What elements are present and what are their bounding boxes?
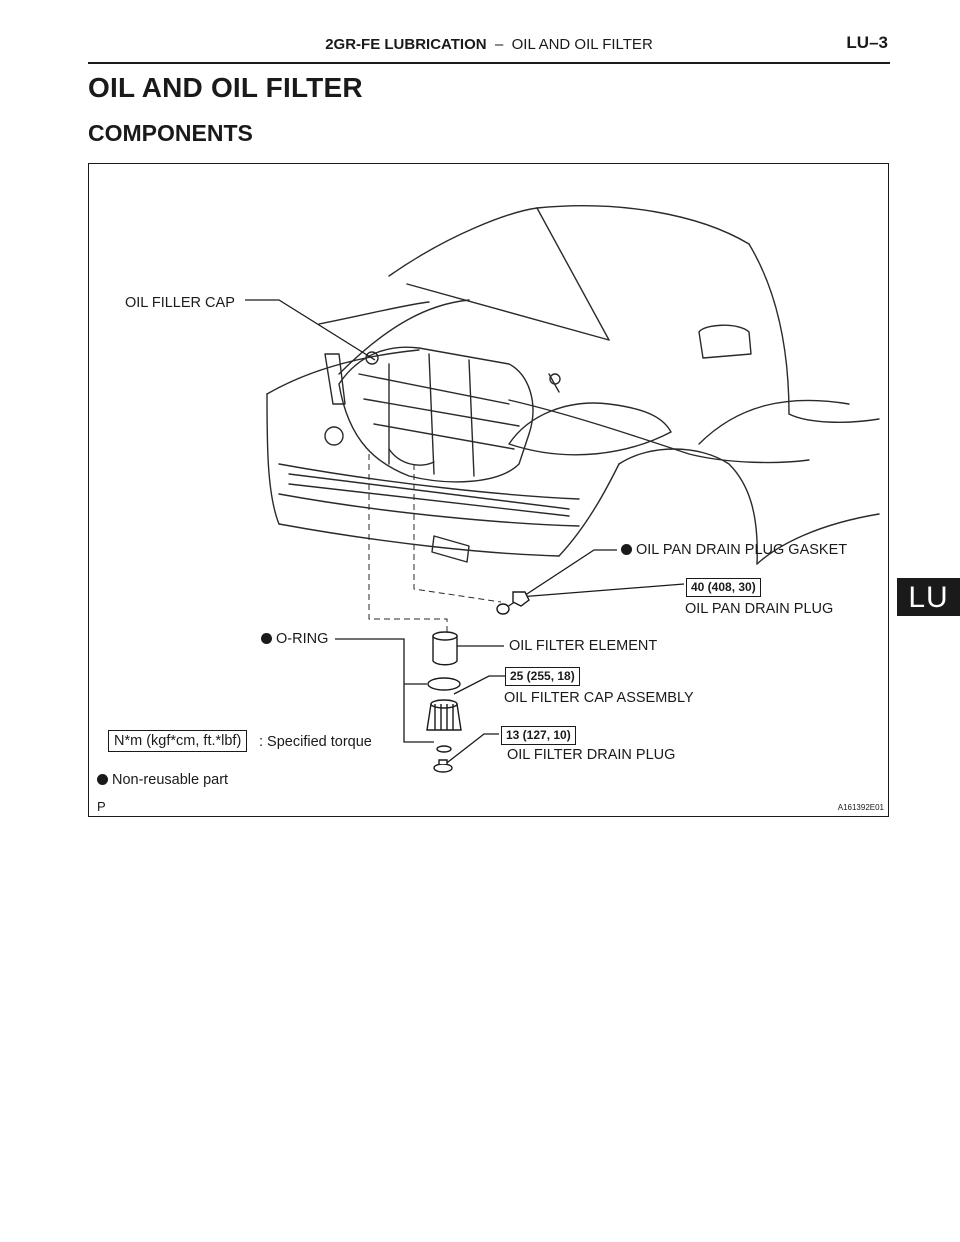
windshield-bottom bbox=[407, 284, 609, 340]
section-title: COMPONENTS bbox=[88, 120, 253, 146]
label-drain-plug: OIL PAN DRAIN PLUG bbox=[685, 601, 834, 617]
non-reusable-icon bbox=[621, 544, 632, 555]
non-reusable-icon bbox=[97, 774, 108, 785]
front-corner bbox=[267, 394, 279, 524]
leader-o-ring bbox=[335, 639, 434, 742]
grille-top bbox=[279, 464, 579, 499]
hood-edge bbox=[319, 302, 429, 324]
drain-plug-part bbox=[513, 592, 529, 606]
label-o-ring bbox=[261, 631, 328, 647]
label-filter-cap-assembly: OIL FILTER CAP ASSEMBLY bbox=[504, 690, 694, 706]
page-title: OIL AND OIL FILTER bbox=[88, 72, 363, 103]
page-number: LU–3 bbox=[846, 33, 888, 52]
header-separator: – bbox=[494, 36, 504, 53]
grille-mid bbox=[279, 494, 579, 526]
drain-gasket-part bbox=[497, 604, 509, 614]
figure-id: A161392E01 bbox=[837, 803, 884, 812]
rear-pillar bbox=[749, 244, 789, 414]
vehicle-illustration bbox=[89, 164, 890, 818]
engine-block bbox=[339, 347, 533, 482]
section-tab: LU bbox=[897, 578, 960, 616]
leader-filler-cap bbox=[245, 300, 375, 360]
a-pillar bbox=[537, 208, 609, 340]
legend-non-reusable-text: Non-reusable part bbox=[112, 772, 229, 788]
roof-line bbox=[537, 206, 749, 244]
components-figure bbox=[88, 163, 889, 817]
label-oil-filler-cap: OIL FILLER CAP bbox=[125, 295, 235, 311]
header-section: 2GR-FE LUBRICATION bbox=[325, 36, 487, 53]
door-line bbox=[789, 414, 879, 422]
windshield-top bbox=[389, 208, 537, 276]
legend-non-reusable bbox=[97, 772, 228, 788]
label-filter-element: OIL FILTER ELEMENT bbox=[509, 638, 658, 654]
filter-drain-plug-part bbox=[434, 764, 452, 772]
bumper-top bbox=[279, 524, 559, 556]
torque-filter-drain-plug: 13 (127, 10) bbox=[501, 726, 576, 745]
legend-torque-desc: : Specified torque bbox=[259, 734, 372, 750]
legend-torque-unit: N*m (kgf*cm, ft.*lbf) bbox=[108, 730, 247, 752]
torque-filter-cap: 25 (255, 18) bbox=[505, 667, 580, 686]
header-subject: OIL AND OIL FILTER bbox=[511, 36, 653, 53]
leader-drain-plug bbox=[519, 584, 684, 597]
torque-drain-plug: 40 (408, 30) bbox=[686, 578, 761, 597]
figure-corner-letter: P bbox=[97, 799, 106, 814]
label-drain-plug-gasket-text: OIL PAN DRAIN PLUG GASKET bbox=[636, 542, 848, 558]
grille-slat-2 bbox=[289, 484, 569, 516]
dashed-guide-drain bbox=[414, 464, 501, 602]
leader-filter-cap bbox=[454, 676, 505, 694]
side-mirror bbox=[699, 325, 751, 358]
page-header bbox=[88, 30, 890, 64]
label-o-ring-text: O-RING bbox=[276, 631, 329, 647]
label-filter-drain-plug: OIL FILTER DRAIN PLUG bbox=[507, 747, 676, 763]
label-drain-plug-gasket bbox=[621, 542, 847, 558]
bumper-side bbox=[559, 464, 619, 556]
o-ring-part bbox=[428, 678, 460, 690]
engine-detail bbox=[359, 354, 519, 476]
non-reusable-icon bbox=[261, 633, 272, 644]
grille-slat-1 bbox=[289, 474, 569, 509]
engine-detail-2 bbox=[389, 449, 434, 465]
small-o-ring-part bbox=[437, 746, 451, 752]
header-title bbox=[88, 36, 890, 53]
